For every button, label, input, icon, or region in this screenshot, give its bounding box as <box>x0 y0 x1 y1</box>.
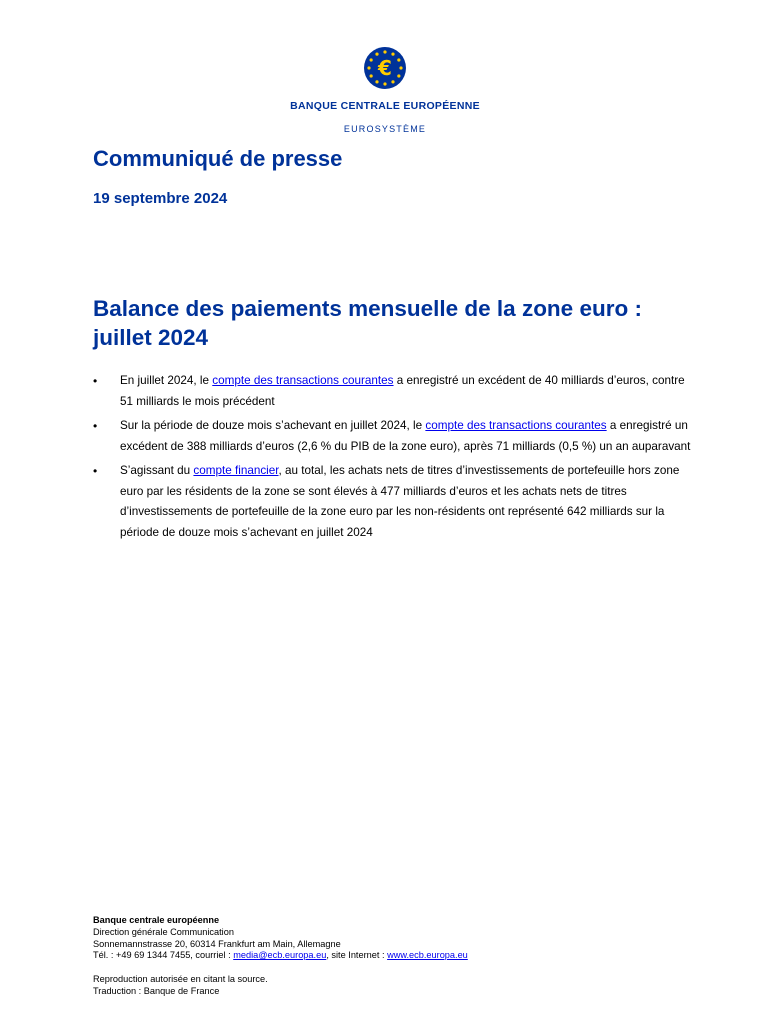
header <box>0 46 770 134</box>
current-account-link[interactable]: compte des transactions courantes <box>212 374 394 387</box>
highlight-item: • En juillet 2024, le compte des transactions courantes a enregistré un excédent de 40 milliards d’euros, contre 51 milliards le mois précédent <box>93 371 693 412</box>
press-release-title: Communiqué de presse <box>93 146 343 171</box>
footer-address: Sonnemannstrasse 20, 60314 Frankfurt am Main, Allemagne <box>93 938 341 949</box>
footer <box>93 915 693 998</box>
logo-star-icon <box>383 82 386 85</box>
website-link[interactable]: www.ecb.europa.eu <box>387 950 468 961</box>
logo-star-icon <box>375 80 378 83</box>
logo-star-icon <box>370 74 373 77</box>
logo-star-icon <box>367 66 370 69</box>
bullet-icon: • <box>93 374 98 388</box>
logo-star-icon <box>397 58 400 61</box>
footer-org: Banque centrale européenne <box>93 915 220 925</box>
footer-contact: Tél. : +49 69 1344 7455, courriel : media@ecb.europa.eu, site Internet : www.ecb.europa.eu <box>93 950 468 961</box>
eurosystem-label: EUROSYSTÈME <box>343 124 427 134</box>
bullet-icon: • <box>93 464 98 478</box>
logo-star-icon <box>399 66 402 69</box>
footer-department: Direction générale Communication <box>93 926 234 937</box>
svg-text:€: € <box>378 56 392 80</box>
highlights-list <box>93 371 693 547</box>
logo-star-icon <box>370 58 373 61</box>
email-link[interactable]: media@ecb.europa.eu <box>233 950 327 961</box>
logo-star-icon <box>397 74 400 77</box>
financial-account-link[interactable]: compte financier <box>193 464 279 477</box>
main-title: Balance des paiements mensuelle de la zone euro : juillet 2024 <box>93 296 642 350</box>
ecb-logo-icon <box>363 46 407 90</box>
press-release-date: 19 septembre 2024 <box>93 190 228 207</box>
current-account-link[interactable]: compte des transactions courantes <box>425 419 607 432</box>
footer-translation: Traduction : Banque de France <box>93 985 220 996</box>
highlight-item: • S’agissant du compte financier, au total, les achats nets de titres d’investissements de portefeuille hors zone euro par les résidents de la zone se sont élevés à 477 milliards d’euros et les achats nets de titres d’investissements de portefeuille de la zone euro par les non-résidents ont représenté 642 milliards sur la période de douze mois s’achevant en juillet 2024 <box>93 461 693 543</box>
footer-reproduction: Reproduction autorisée en citant la source. <box>93 974 268 985</box>
bullet-icon: • <box>93 419 98 433</box>
bank-name: BANQUE CENTRALE EUROPÉENNE <box>290 100 480 112</box>
logo-star-icon <box>383 50 386 53</box>
logo-star-icon <box>391 80 394 83</box>
highlight-item: • Sur la période de douze mois s’achevant en juillet 2024, le compte des transactions courantes a enregistré un excédent de 388 milliards d’euros (2,6 % du PIB de la zone euro), après 71 milliards (0,5 %) un an auparavant <box>93 416 693 457</box>
